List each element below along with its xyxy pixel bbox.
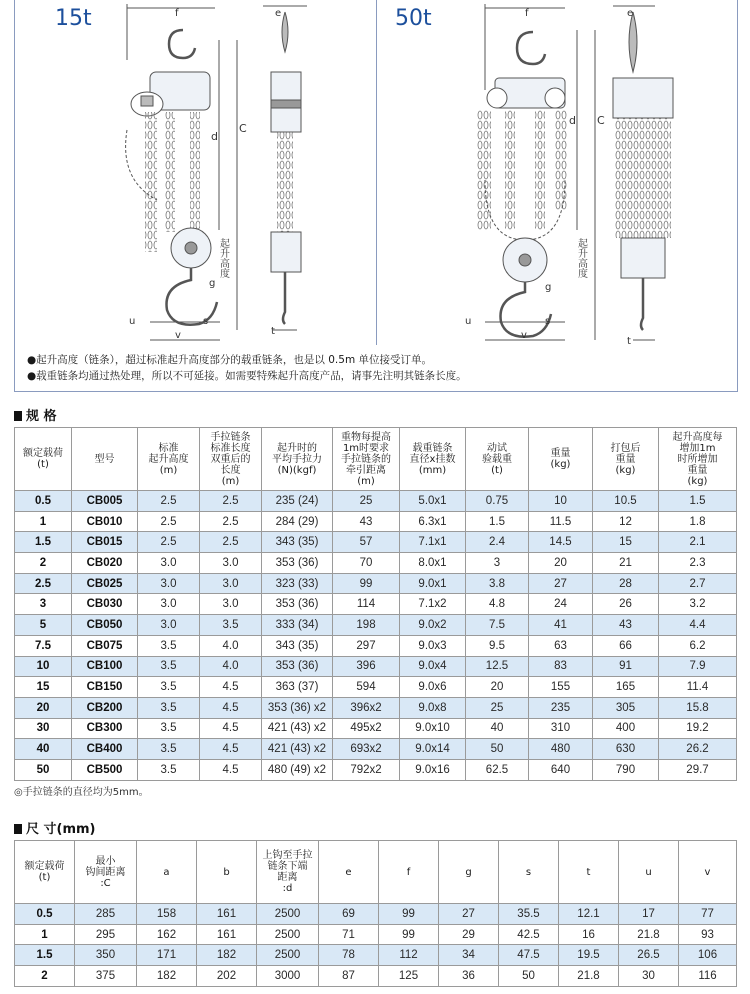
table-cell: 1.5 xyxy=(15,945,75,966)
table-row xyxy=(15,904,737,925)
column-header: g xyxy=(439,841,499,904)
hoist-50t-front xyxy=(477,4,595,340)
table-cell: 4.4 xyxy=(659,615,737,636)
column-header: 打包后 重量 (kg) xyxy=(593,428,659,491)
table-cell: 99 xyxy=(379,924,439,945)
hoist-15t-side xyxy=(263,6,307,330)
table-cell: 50 xyxy=(466,739,529,760)
table-row xyxy=(15,553,737,574)
caption-50t: 50t xyxy=(395,6,432,31)
column-header: s xyxy=(499,841,559,904)
table-cell: 295 xyxy=(75,924,137,945)
column-header: 动试 验载重 (t) xyxy=(466,428,529,491)
table-cell: 790 xyxy=(593,759,659,780)
table-cell: 2 xyxy=(15,966,75,987)
table-row xyxy=(15,532,737,553)
dim-s-15t: s xyxy=(203,316,209,327)
note-line: ●起升高度（链条），超过标准起升高度部分的载重链条，也是以 0.5m 单位接受订单。 xyxy=(27,354,433,366)
table-row xyxy=(15,594,737,615)
table-cell: CB075 xyxy=(72,635,138,656)
table-cell: 9.0x16 xyxy=(400,759,466,780)
table-cell: 353 (36) x2 xyxy=(262,697,333,718)
table-cell: 353 (36) xyxy=(262,553,333,574)
table-cell: 42.5 xyxy=(499,924,559,945)
table-cell: 155 xyxy=(529,677,593,698)
table-cell: 4.5 xyxy=(200,739,262,760)
table-cell: 396x2 xyxy=(333,697,400,718)
table-cell: 2.5 xyxy=(200,532,262,553)
table-cell: 9.0x8 xyxy=(400,697,466,718)
table-cell: 14.5 xyxy=(529,532,593,553)
table-cell: 2 xyxy=(15,553,72,574)
table-cell: CB150 xyxy=(72,677,138,698)
table-cell: 182 xyxy=(137,966,197,987)
table-row xyxy=(15,635,737,656)
column-header: f xyxy=(379,841,439,904)
column-header: 起升时的 平均手拉力 (N)(kgf) xyxy=(262,428,333,491)
table-cell: 43 xyxy=(593,615,659,636)
table-cell: 12 xyxy=(593,511,659,532)
table-cell: 50 xyxy=(499,966,559,987)
table-cell: 396 xyxy=(333,656,400,677)
table-cell: 62.5 xyxy=(466,759,529,780)
table-cell: 7.5 xyxy=(15,635,72,656)
table-cell: 77 xyxy=(679,904,737,925)
table-row xyxy=(15,739,737,760)
table-row xyxy=(15,966,737,987)
table-cell: 3 xyxy=(466,553,529,574)
table-cell: 25 xyxy=(333,491,400,512)
table-cell: 7.9 xyxy=(659,656,737,677)
table-row xyxy=(15,491,737,512)
section-marker-icon xyxy=(14,824,22,834)
table-cell: CB015 xyxy=(72,532,138,553)
table-cell: CB100 xyxy=(72,656,138,677)
table-cell: 36 xyxy=(439,966,499,987)
table-cell: 6.2 xyxy=(659,635,737,656)
table-cell: 4.5 xyxy=(200,718,262,739)
dims-table xyxy=(14,840,737,987)
table-cell: 30 xyxy=(619,966,679,987)
table-row xyxy=(15,677,737,698)
table-cell: 70 xyxy=(333,553,400,574)
table-cell: 7.1x1 xyxy=(400,532,466,553)
table-cell: 171 xyxy=(137,945,197,966)
table-cell: 4.5 xyxy=(200,697,262,718)
table-cell: 792x2 xyxy=(333,759,400,780)
table-cell: 16 xyxy=(559,924,619,945)
table-cell: CB010 xyxy=(72,511,138,532)
table-cell: CB500 xyxy=(72,759,138,780)
table-cell: 202 xyxy=(197,966,257,987)
hoist-50t-side xyxy=(613,6,673,340)
column-header: 型号 xyxy=(72,428,138,491)
table-cell: 3.5 xyxy=(138,677,200,698)
table-cell: 2500 xyxy=(257,904,319,925)
dim-v-50t: v xyxy=(521,330,527,341)
table-cell: 8.0x1 xyxy=(400,553,466,574)
table-cell: 57 xyxy=(333,532,400,553)
table-cell: 421 (43) x2 xyxy=(262,739,333,760)
dims-header-row xyxy=(15,841,737,904)
table-cell: 3.0 xyxy=(200,553,262,574)
table-cell: 2.1 xyxy=(659,532,737,553)
table-cell: 343 (35) xyxy=(262,635,333,656)
table-cell: 9.0x2 xyxy=(400,615,466,636)
table-cell: CB200 xyxy=(72,697,138,718)
dim-e-50t: e xyxy=(627,8,634,19)
table-cell: 20 xyxy=(529,553,593,574)
table-cell: 3.5 xyxy=(138,635,200,656)
dim-c-50t: C xyxy=(597,114,605,127)
table-cell: 323 (33) xyxy=(262,573,333,594)
table-cell: 400 xyxy=(593,718,659,739)
table-cell: 1 xyxy=(15,924,75,945)
specs-section-title xyxy=(14,405,57,424)
lift-height-label-50t: 起升高度 xyxy=(575,238,587,278)
table-cell: 1.5 xyxy=(466,511,529,532)
column-header: 重物每提高 1m时要求 手拉链条的 牵引距离 (m) xyxy=(333,428,400,491)
table-cell: 2.5 xyxy=(15,573,72,594)
table-cell: 3.8 xyxy=(466,573,529,594)
table-cell: 2.5 xyxy=(200,511,262,532)
dim-t-15t: t xyxy=(271,326,275,337)
table-cell: 34 xyxy=(439,945,499,966)
table-cell: CB025 xyxy=(72,573,138,594)
dim-u-15t: u xyxy=(129,316,136,327)
table-cell: 182 xyxy=(197,945,257,966)
table-cell: 106 xyxy=(679,945,737,966)
table-cell: 693x2 xyxy=(333,739,400,760)
table-cell: 83 xyxy=(529,656,593,677)
table-cell: 10 xyxy=(15,656,72,677)
table-cell: 3.5 xyxy=(200,615,262,636)
column-header: 标准 起升高度 (m) xyxy=(138,428,200,491)
table-cell: 3.5 xyxy=(138,718,200,739)
table-row xyxy=(15,697,737,718)
column-header: u xyxy=(619,841,679,904)
column-header: 起升高度每 增加1m 时所增加 重量 (kg) xyxy=(659,428,737,491)
table-cell: CB050 xyxy=(72,615,138,636)
section-marker-icon xyxy=(14,411,22,421)
drawings-panel xyxy=(14,0,738,392)
table-cell: 161 xyxy=(197,924,257,945)
drawing-notes xyxy=(27,352,467,384)
table-cell: 4.0 xyxy=(200,656,262,677)
table-cell: 2500 xyxy=(257,924,319,945)
table-cell: 114 xyxy=(333,594,400,615)
table-cell: 27 xyxy=(529,573,593,594)
table-cell: 15 xyxy=(15,677,72,698)
table-cell: 285 xyxy=(75,904,137,925)
table-cell: 11.5 xyxy=(529,511,593,532)
table-cell: 0.5 xyxy=(15,904,75,925)
table-cell: 78 xyxy=(319,945,379,966)
table-cell: 112 xyxy=(379,945,439,966)
table-cell: 333 (34) xyxy=(262,615,333,636)
table-cell: 3.0 xyxy=(138,594,200,615)
table-cell: 21.8 xyxy=(559,966,619,987)
table-cell: 9.0x1 xyxy=(400,573,466,594)
table-cell: 17 xyxy=(619,904,679,925)
table-cell: 43 xyxy=(333,511,400,532)
table-cell: 158 xyxy=(137,904,197,925)
table-cell: 27 xyxy=(439,904,499,925)
table-cell: 40 xyxy=(15,739,72,760)
table-cell: 284 (29) xyxy=(262,511,333,532)
table-cell: 353 (36) xyxy=(262,594,333,615)
table-cell: 3000 xyxy=(257,966,319,987)
table-cell: 161 xyxy=(197,904,257,925)
table-cell: 30 xyxy=(15,718,72,739)
dim-c-15t: C xyxy=(239,122,247,135)
table-cell: CB005 xyxy=(72,491,138,512)
table-cell: 235 xyxy=(529,697,593,718)
table-cell: 91 xyxy=(593,656,659,677)
table-cell: 3.0 xyxy=(138,553,200,574)
column-header: 额定载荷 (t) xyxy=(15,841,75,904)
table-cell: 21.8 xyxy=(619,924,679,945)
table-cell: 9.5 xyxy=(466,635,529,656)
table-cell: 40 xyxy=(466,718,529,739)
hoist-15t-front xyxy=(126,4,237,340)
table-cell: 2.5 xyxy=(138,491,200,512)
column-header: e xyxy=(319,841,379,904)
table-cell: 29.7 xyxy=(659,759,737,780)
dim-f-50t: f xyxy=(525,8,529,19)
table-cell: 12.5 xyxy=(466,656,529,677)
table-cell: 1.5 xyxy=(15,532,72,553)
table-row xyxy=(15,615,737,636)
table-cell: 350 xyxy=(75,945,137,966)
table-cell: 2500 xyxy=(257,945,319,966)
table-cell: 3.5 xyxy=(138,697,200,718)
table-cell: 20 xyxy=(15,697,72,718)
table-cell: 2.3 xyxy=(659,553,737,574)
table-row xyxy=(15,511,737,532)
dim-d-50t: d xyxy=(569,114,576,127)
table-cell: 3.0 xyxy=(200,573,262,594)
table-cell: 5.0x1 xyxy=(400,491,466,512)
table-cell: 4.8 xyxy=(466,594,529,615)
dim-f-15t: f xyxy=(175,8,179,19)
lift-height-label-15t: 起升高度 xyxy=(217,238,229,278)
table-cell: 24 xyxy=(529,594,593,615)
column-header: 额定载荷 (t) xyxy=(15,428,72,491)
table-cell: 99 xyxy=(333,573,400,594)
table-cell: 10.5 xyxy=(593,491,659,512)
table-cell: 2.7 xyxy=(659,573,737,594)
table-row xyxy=(15,656,737,677)
table-cell: CB030 xyxy=(72,594,138,615)
table-cell: 15 xyxy=(593,532,659,553)
column-header: 最小 钩间距离 :C xyxy=(75,841,137,904)
table-cell: 71 xyxy=(319,924,379,945)
table-cell: 9.0x14 xyxy=(400,739,466,760)
specs-footnote: ◎手拉链条的直径均为5mm。 xyxy=(14,787,149,798)
table-cell: 3.0 xyxy=(138,573,200,594)
table-cell: 4.5 xyxy=(200,677,262,698)
table-cell: 630 xyxy=(593,739,659,760)
table-cell: 9.0x3 xyxy=(400,635,466,656)
table-cell: 421 (43) x2 xyxy=(262,718,333,739)
specs-table xyxy=(14,427,737,781)
table-row xyxy=(15,945,737,966)
table-cell: 363 (37) xyxy=(262,677,333,698)
table-cell: 2.4 xyxy=(466,532,529,553)
table-row xyxy=(15,924,737,945)
column-header: 上钩至手拉 链条下端 距离 :d xyxy=(257,841,319,904)
table-cell: 116 xyxy=(679,966,737,987)
table-cell: 297 xyxy=(333,635,400,656)
table-cell: 3 xyxy=(15,594,72,615)
table-cell: 0.5 xyxy=(15,491,72,512)
table-cell: 99 xyxy=(379,904,439,925)
table-cell: 7.1x2 xyxy=(400,594,466,615)
table-cell: 9.0x4 xyxy=(400,656,466,677)
table-row xyxy=(15,759,737,780)
table-row xyxy=(15,573,737,594)
dims-title-text: 尺 寸(mm) xyxy=(26,822,96,837)
dim-s-50t: s xyxy=(545,316,551,327)
column-header: v xyxy=(679,841,737,904)
table-cell: 47.5 xyxy=(499,945,559,966)
table-cell: 28 xyxy=(593,573,659,594)
table-cell: 87 xyxy=(319,966,379,987)
table-cell: 1 xyxy=(15,511,72,532)
table-cell: 3.5 xyxy=(138,656,200,677)
caption-15t: 15t xyxy=(55,6,92,31)
table-cell: 495x2 xyxy=(333,718,400,739)
column-header: 重量 (kg) xyxy=(529,428,593,491)
table-cell: 20 xyxy=(466,677,529,698)
dims-section-title xyxy=(14,818,96,837)
table-cell: 7.5 xyxy=(466,615,529,636)
dim-g-50t: g xyxy=(545,282,552,293)
dim-d-15t: d xyxy=(211,130,218,143)
table-cell: 2.5 xyxy=(138,511,200,532)
dim-t-50t: t xyxy=(627,336,631,345)
table-cell: 2.5 xyxy=(138,532,200,553)
table-cell: 0.75 xyxy=(466,491,529,512)
table-cell: 3.5 xyxy=(138,739,200,760)
specs-body xyxy=(15,491,737,781)
dim-e-15t: e xyxy=(275,8,282,19)
table-cell: 21 xyxy=(593,553,659,574)
table-cell: 3.0 xyxy=(138,615,200,636)
column-header: b xyxy=(197,841,257,904)
table-cell: 29 xyxy=(439,924,499,945)
table-cell: 93 xyxy=(679,924,737,945)
table-cell: 10 xyxy=(529,491,593,512)
dims-body xyxy=(15,904,737,987)
table-cell: 50 xyxy=(15,759,72,780)
table-cell: 480 xyxy=(529,739,593,760)
table-cell: 25 xyxy=(466,697,529,718)
table-cell: 480 (49) x2 xyxy=(262,759,333,780)
table-cell: 1.8 xyxy=(659,511,737,532)
table-cell: 19.2 xyxy=(659,718,737,739)
table-cell: 640 xyxy=(529,759,593,780)
table-cell: 235 (24) xyxy=(262,491,333,512)
table-cell: 4.0 xyxy=(200,635,262,656)
column-header: a xyxy=(137,841,197,904)
dim-u-50t: u xyxy=(465,316,472,327)
table-cell: 9.0x10 xyxy=(400,718,466,739)
table-cell: CB300 xyxy=(72,718,138,739)
table-cell: 26.2 xyxy=(659,739,737,760)
table-cell: 198 xyxy=(333,615,400,636)
hoist-drawings xyxy=(15,0,739,345)
table-cell: 19.5 xyxy=(559,945,619,966)
table-cell: 66 xyxy=(593,635,659,656)
table-cell: 5 xyxy=(15,615,72,636)
table-cell: 11.4 xyxy=(659,677,737,698)
table-cell: 594 xyxy=(333,677,400,698)
table-cell: 3.2 xyxy=(659,594,737,615)
table-cell: 310 xyxy=(529,718,593,739)
table-cell: 3.5 xyxy=(138,759,200,780)
table-cell: CB400 xyxy=(72,739,138,760)
table-cell: 165 xyxy=(593,677,659,698)
table-cell: 12.1 xyxy=(559,904,619,925)
table-cell: 353 (36) xyxy=(262,656,333,677)
table-cell: 162 xyxy=(137,924,197,945)
column-header: t xyxy=(559,841,619,904)
table-cell: 35.5 xyxy=(499,904,559,925)
table-cell: 26.5 xyxy=(619,945,679,966)
table-cell: 63 xyxy=(529,635,593,656)
specs-header-row xyxy=(15,428,737,491)
table-cell: CB020 xyxy=(72,553,138,574)
table-row xyxy=(15,718,737,739)
table-cell: 41 xyxy=(529,615,593,636)
table-cell: 15.8 xyxy=(659,697,737,718)
column-header: 手拉链条 标准长度 双重后的 长度 (m) xyxy=(200,428,262,491)
table-cell: 69 xyxy=(319,904,379,925)
table-cell: 1.5 xyxy=(659,491,737,512)
table-cell: 2.5 xyxy=(200,491,262,512)
table-cell: 125 xyxy=(379,966,439,987)
column-header: 载重链条 直径x挂数 (mm) xyxy=(400,428,466,491)
table-cell: 305 xyxy=(593,697,659,718)
specs-title-text: 规 格 xyxy=(26,409,57,424)
table-cell: 26 xyxy=(593,594,659,615)
table-cell: 9.0x6 xyxy=(400,677,466,698)
note-line: ●载重链条均通过热处理，所以不可延接。如需要特殊起升高度产品，请事先注明其链条长度。 xyxy=(27,370,467,382)
table-cell: 375 xyxy=(75,966,137,987)
table-cell: 343 (35) xyxy=(262,532,333,553)
table-cell: 6.3x1 xyxy=(400,511,466,532)
table-cell: 4.5 xyxy=(200,759,262,780)
table-cell: 3.0 xyxy=(200,594,262,615)
dim-v-15t: v xyxy=(175,330,181,341)
dim-g-15t: g xyxy=(209,278,216,289)
